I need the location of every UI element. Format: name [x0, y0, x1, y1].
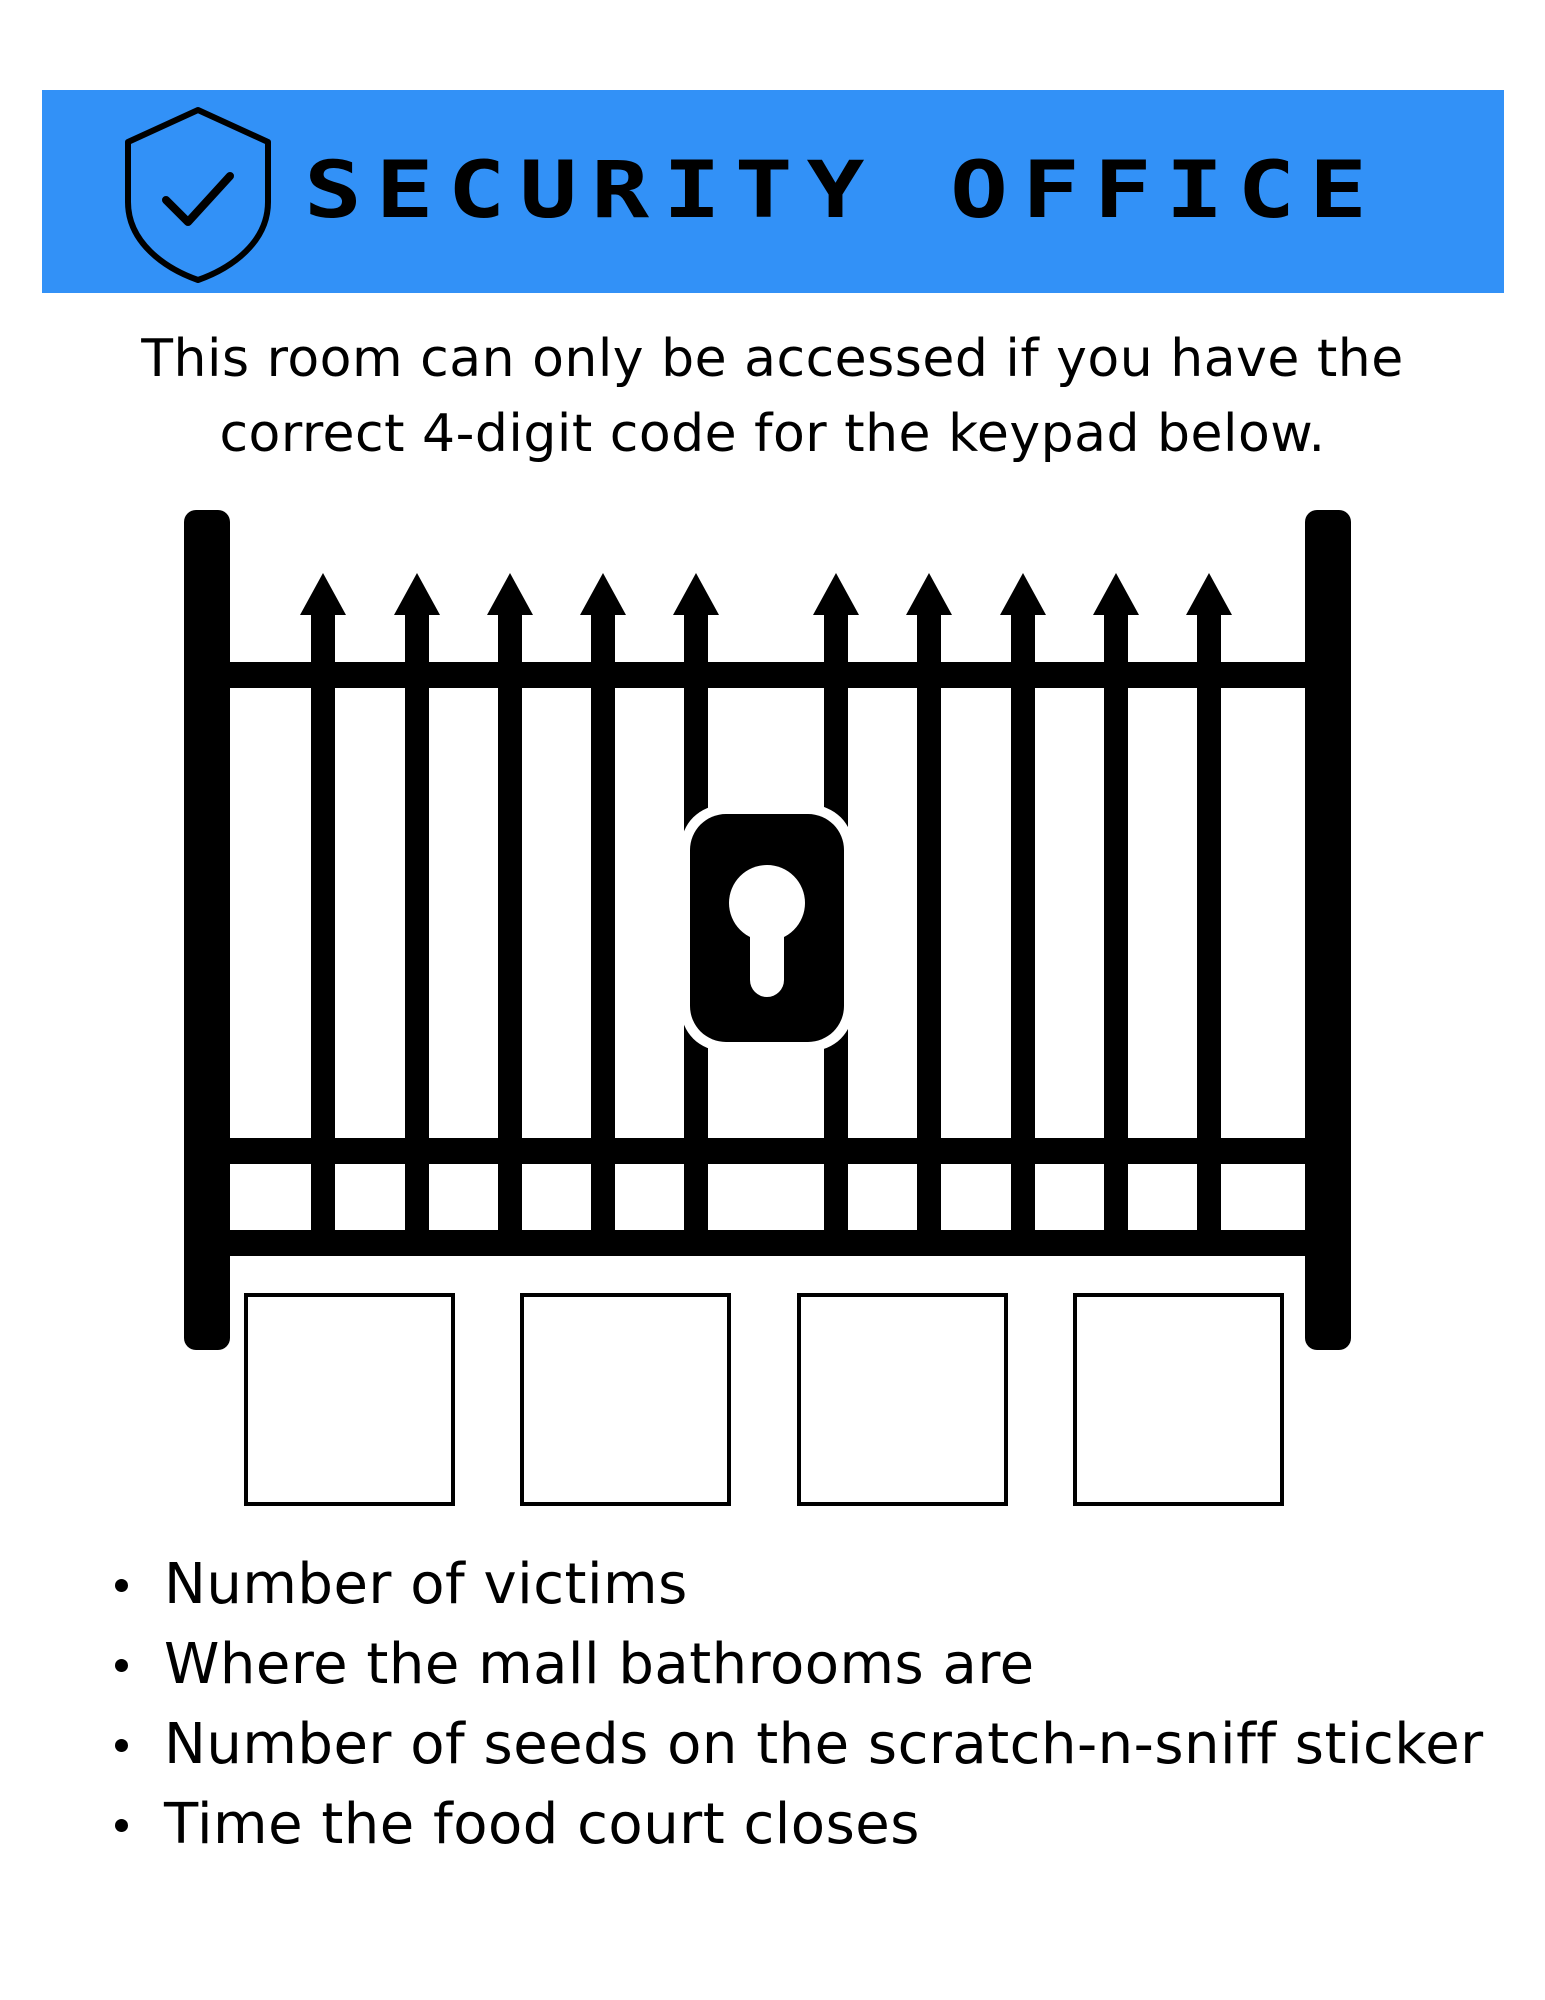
hint-list [112, 1545, 1484, 1865]
code-digit-box-3[interactable] [797, 1293, 1008, 1506]
list-item: Where the mall bathrooms are [112, 1625, 1484, 1705]
code-digit-box-1[interactable] [244, 1293, 455, 1506]
intro-line: correct 4-digit code for the keypad below. [219, 404, 1326, 464]
gate-top-rail [230, 662, 1305, 688]
code-digit-box-4[interactable] [1073, 1293, 1284, 1506]
gate-bottom-rail [230, 1230, 1305, 1256]
gate-middle-rail [230, 1138, 1305, 1164]
list-item: Time the food court closes [112, 1785, 1484, 1865]
list-item: Number of seeds on the scratch-n-sniff sticker [112, 1705, 1484, 1785]
gate-post-right [1305, 510, 1351, 1350]
page-title: SECURITY OFFICE [304, 144, 1381, 236]
keyhole-icon [681, 805, 853, 1051]
gate-post-left [184, 510, 230, 1350]
intro-line: This room can only be accessed if you have the [141, 329, 1404, 389]
list-item: Number of victims [112, 1545, 1484, 1625]
code-digit-box-2[interactable] [520, 1293, 731, 1506]
